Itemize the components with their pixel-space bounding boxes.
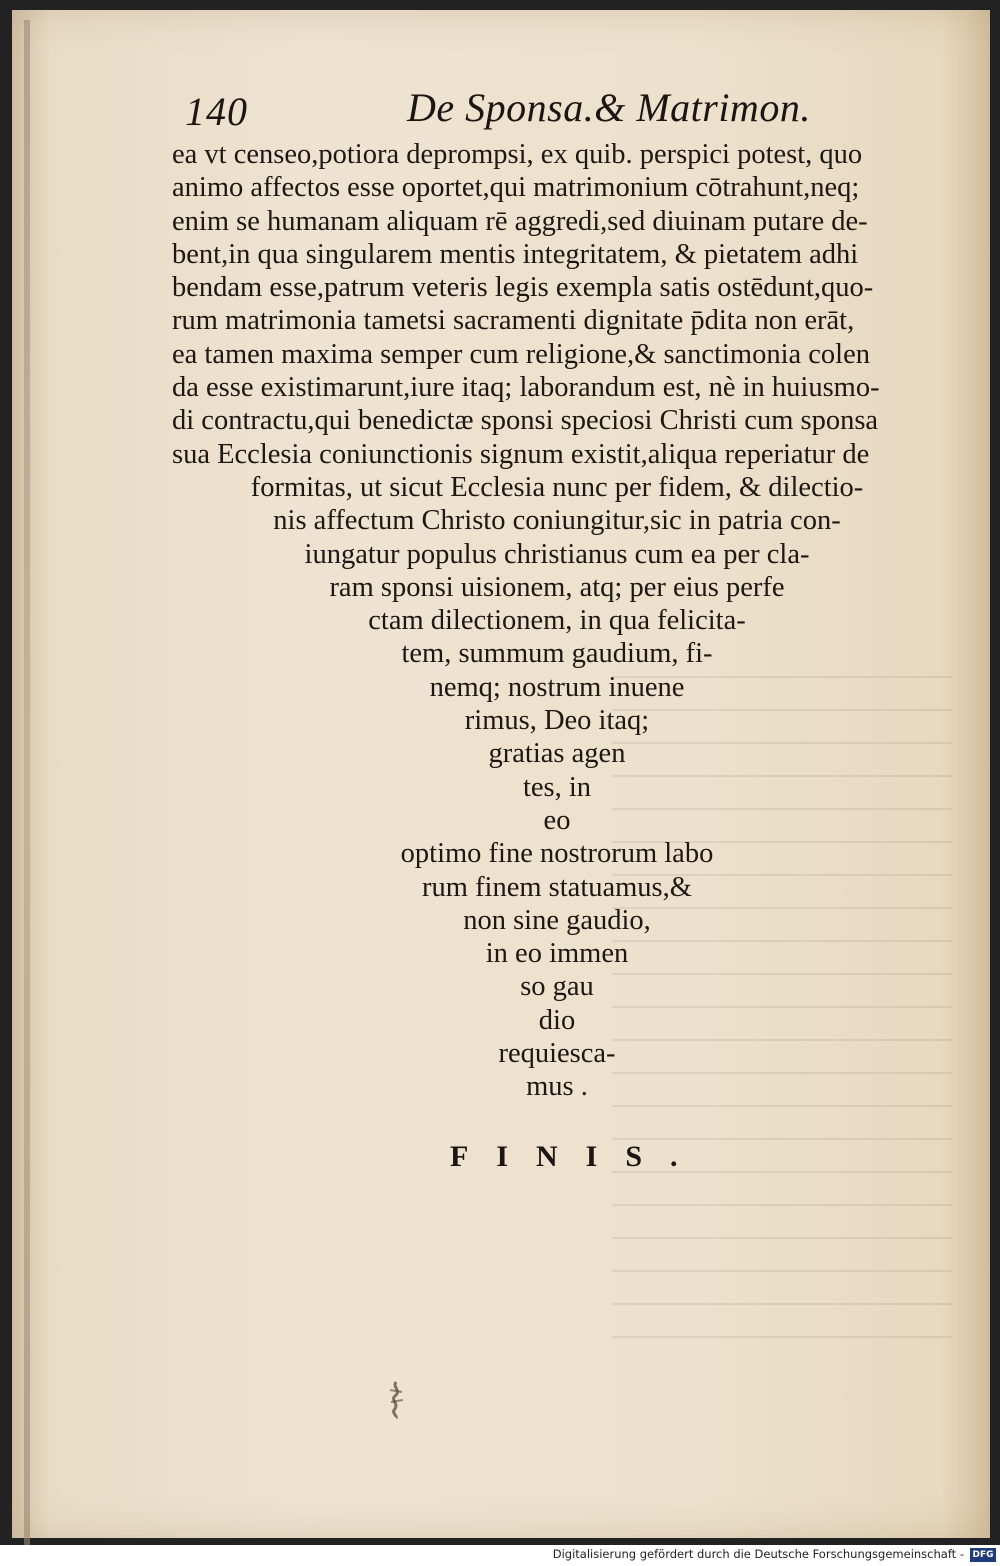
dfg-logo: DFG <box>970 1548 996 1562</box>
funding-credit: Digitalisierung gefördert durch die Deutsche Forschungsgemeinschaft - <box>552 1547 964 1561</box>
tapered-line: rum finem statuamus,& <box>422 871 692 903</box>
text-line: di contractu,qui benedictæ sponsi speciosi Christi cum sponsa <box>172 405 879 437</box>
text-line: ea tamen maxima semper cum religione,& sanctimonia colen <box>172 338 870 370</box>
text-line: da esse existimarunt,iure itaq; laborandum est, nè in huiusmo- <box>172 372 880 404</box>
finis-colophon: FINIS. <box>450 1140 706 1173</box>
tapered-line: non sine gaudio, <box>463 904 651 936</box>
book-page <box>12 10 990 1538</box>
page-gutter-edge <box>24 20 30 1545</box>
text-line: ea vt censeo,potiora deprompsi, ex quib. perspici potest, quo <box>172 139 863 170</box>
tapered-line: so gau <box>520 971 594 1003</box>
tapered-line: nemq; nostrum inuene <box>429 671 685 703</box>
tapered-line: iungatur populus christianus cum ea per cla- <box>304 538 810 570</box>
digitization-footer <box>0 1545 1000 1566</box>
tapered-line: mus . <box>526 1071 588 1103</box>
tapered-line: formitas, ut sicut Ecclesia nunc per fidem, & dilectio- <box>250 471 864 503</box>
tapered-line: ctam dilectionem, in qua felicita- <box>368 605 746 637</box>
tapered-line: dio <box>538 1004 576 1036</box>
tapered-line: requiesca- <box>498 1038 616 1070</box>
tapered-line: ram sponsi uisionem, atq; per eius perfe <box>329 571 785 603</box>
page-header <box>177 80 811 136</box>
tapered-line: optimo fine nostrorum labo <box>400 838 714 870</box>
text-line: bendam esse,patrum veteris legis exempla satis ostēdunt,quo- <box>172 272 874 304</box>
page-number: 140 <box>185 89 248 134</box>
tapered-line: tes, in <box>522 771 592 803</box>
body-text <box>172 138 962 1104</box>
tapered-line: nis affectum Christo coniungitur,sic in patria con- <box>273 505 841 537</box>
tapered-line: tem, summum gaudium, fi- <box>401 638 713 670</box>
tapered-line: gratias agen <box>488 738 626 770</box>
text-line: rum matrimonia tametsi sacramenti dignitate p̄dita non erāt, <box>172 305 855 337</box>
text-line: bent,in qua singularem mentis integritatem, & pietatem adhi <box>172 238 859 270</box>
tapered-line: in eo immen <box>485 938 629 970</box>
text-line: animo affectos esse oportet,qui matrimonium cōtrahunt,neq; <box>172 172 860 204</box>
tapered-line: rimus, Deo itaq; <box>464 705 650 737</box>
tapered-line: eo <box>543 804 571 836</box>
text-line: enim se humanam aliquam rē aggredi,sed diuinam putare de- <box>172 205 868 237</box>
ink-blot-ornament-icon <box>382 1380 412 1420</box>
text-line: sua Ecclesia coniunctionis signum existit,aliqua reperiatur de <box>172 438 870 470</box>
running-head: De Sponsa.& Matrimon. <box>407 85 811 130</box>
